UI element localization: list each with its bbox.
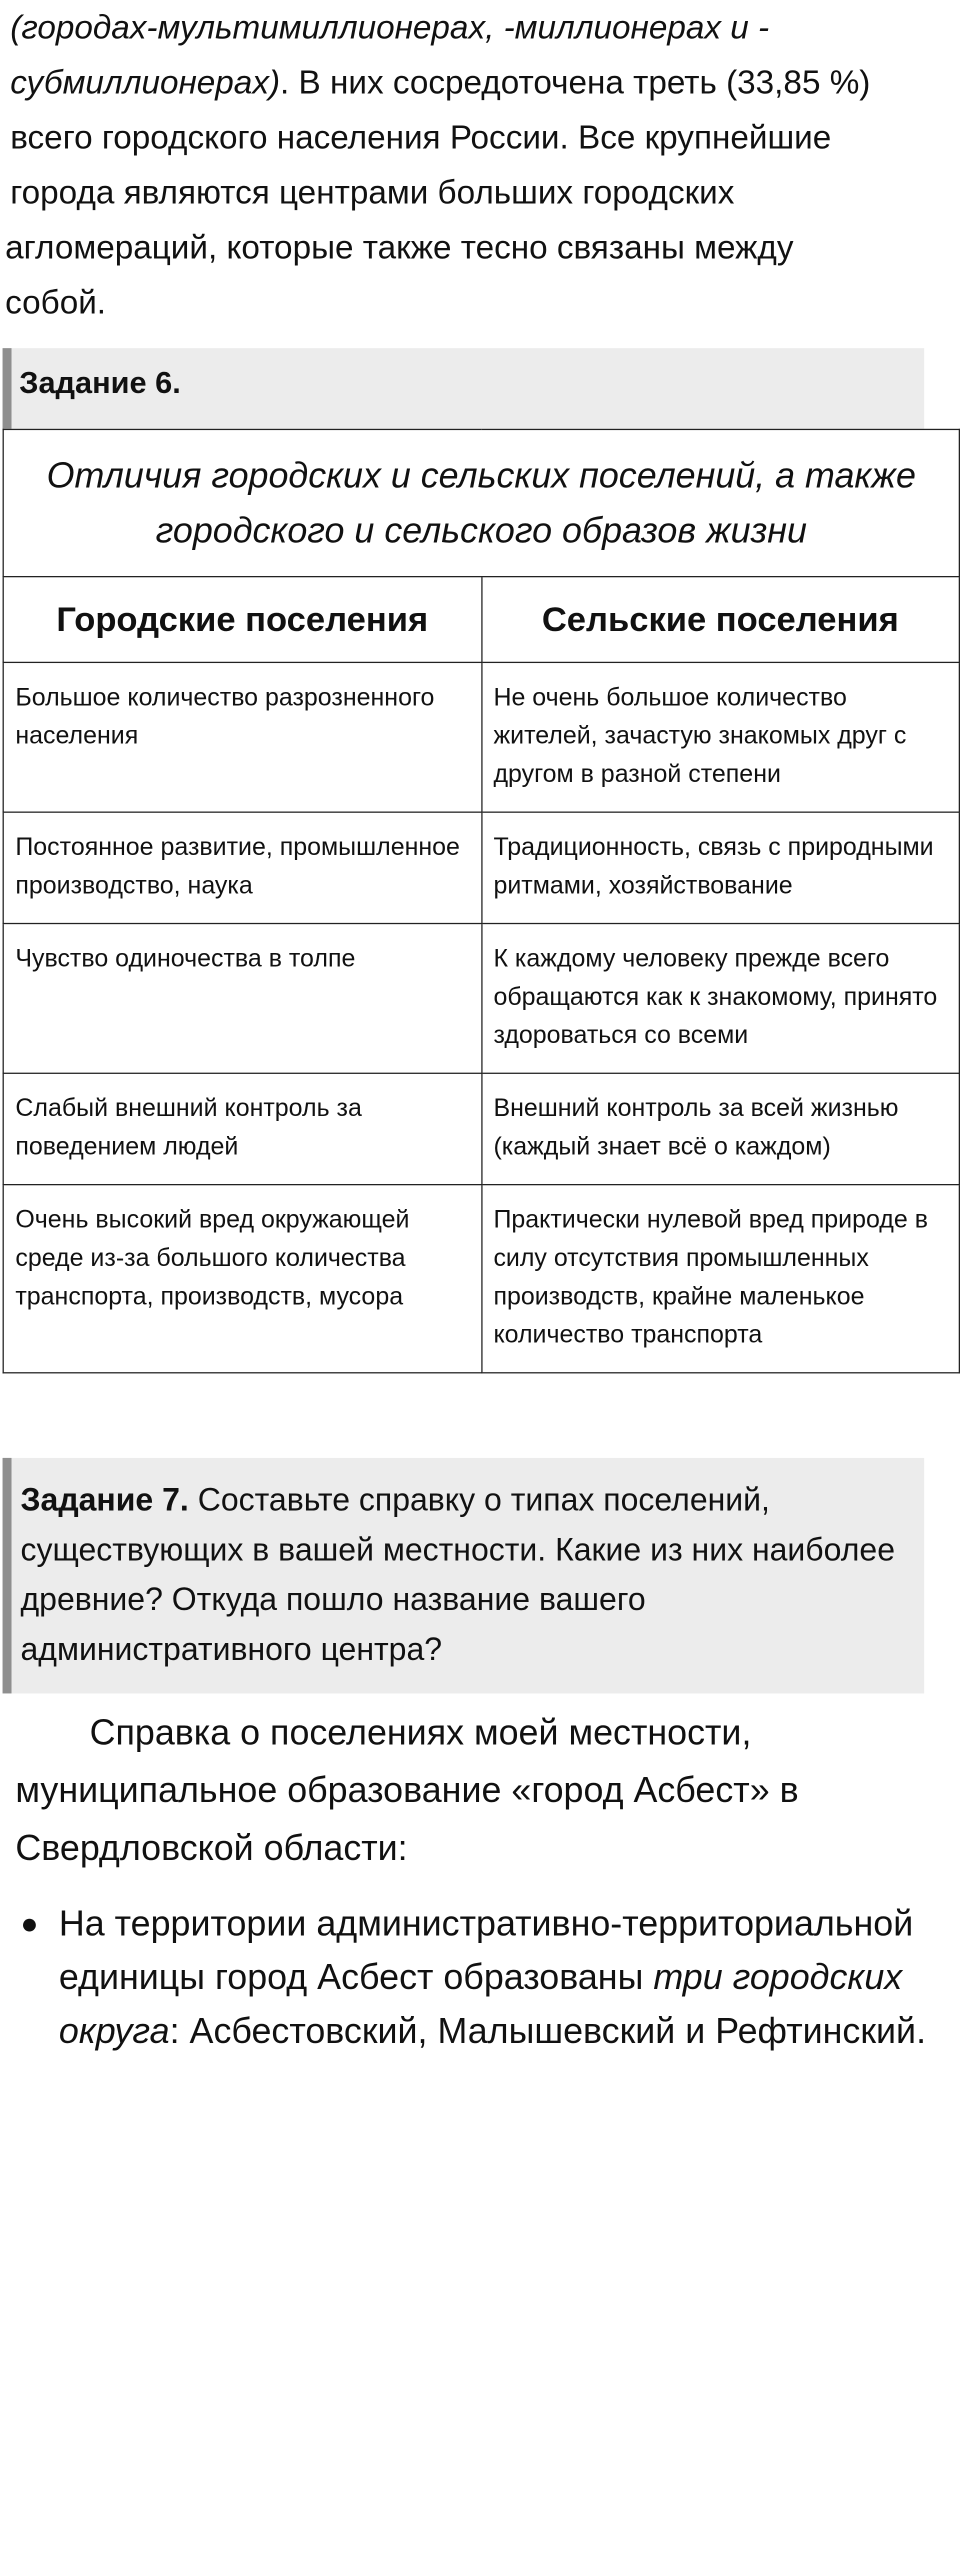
table-cell-urban: Слабый внешний контроль за поведением людей <box>3 1073 481 1184</box>
answer-text: Справка о поселениях моей местности, муниципальное образование «город Асбест» в Свердловской области: <box>15 1712 799 1868</box>
intro-line: города являются центрами больших городских <box>10 172 735 212</box>
table-cell-rural: К каждому человеку прежде всего обращаются как к знакомому, принято здороваться со всеми <box>481 924 959 1074</box>
table-cell-urban: Чувство одиночества в толпе <box>3 924 481 1074</box>
intro-line: (городах-мультимиллионерах, -миллионерах и - <box>10 7 770 47</box>
table-row <box>3 1073 959 1184</box>
spacer <box>0 1373 960 1457</box>
task-6-heading <box>3 348 925 429</box>
table-cell-rural: Внешний контроль за всей жизнью (каждый знает всё о каждом) <box>481 1073 959 1184</box>
task-6-title: Задание 6. <box>19 366 181 401</box>
table-row <box>3 1185 959 1373</box>
answer-list <box>0 1897 960 2058</box>
bullet-icon <box>23 1919 36 1932</box>
table-row <box>3 812 959 923</box>
table-row <box>3 924 959 1074</box>
table-row <box>3 662 959 812</box>
answer-paragraph <box>0 1693 960 1876</box>
column-header-rural: Сельские поселения <box>481 577 959 663</box>
table-cell-rural: Традиционность, связь с природными ритмами, хозяйствование <box>481 812 959 923</box>
list-item-text-end: : Асбестовский, Малышевский и Рефтинский. <box>169 2010 927 2051</box>
intro-paragraph <box>0 0 960 330</box>
list-item-text: На территории административно-территориальной единицы город Асбест образованы <box>58 1903 914 1997</box>
table-caption: Отличия городских и сельских поселений, а также городского и сельского образов жизни <box>3 429 959 576</box>
intro-text: . В них сосредоточена треть (33,85 %) <box>280 62 871 102</box>
list-item-italic: три городских округа <box>58 1957 903 2051</box>
table-cell-urban: Большое количество разрозненного населения <box>3 662 481 812</box>
intro-italic: субмиллионерах) <box>10 62 281 102</box>
table-cell-rural: Не очень большое количество жителей, зачастую знакомых друг с другом в разной степени <box>481 662 959 812</box>
comparison-table <box>3 429 960 1374</box>
table-cell-urban: Постоянное развитие, промышленное производство, наука <box>3 812 481 923</box>
list-item <box>59 1897 960 2058</box>
task-7-block <box>3 1458 925 1694</box>
table-cell-urban: Очень высокий вред окружающей среде из-за большого количества транспорта, производств, мусора <box>3 1185 481 1373</box>
column-header-urban: Городские поселения <box>3 577 481 663</box>
table-cell-rural: Практически нулевой вред природе в силу отсутствия промышленных производств, крайне маленькое количество транспорта <box>481 1185 959 1373</box>
intro-line: агломераций, которые также тесно связаны между <box>5 227 794 267</box>
intro-line <box>5 55 952 110</box>
intro-line: собой. <box>5 282 107 322</box>
task-7-title: Задание 7. <box>20 1482 189 1519</box>
intro-line: всего городского населения России. Все крупнейшие <box>10 117 832 157</box>
task-7-text: Составьте справку о типах поселений, существующих в вашей местности. Какие из них наиболее древние? Откуда пошло название вашего административного центра? <box>20 1482 896 1668</box>
